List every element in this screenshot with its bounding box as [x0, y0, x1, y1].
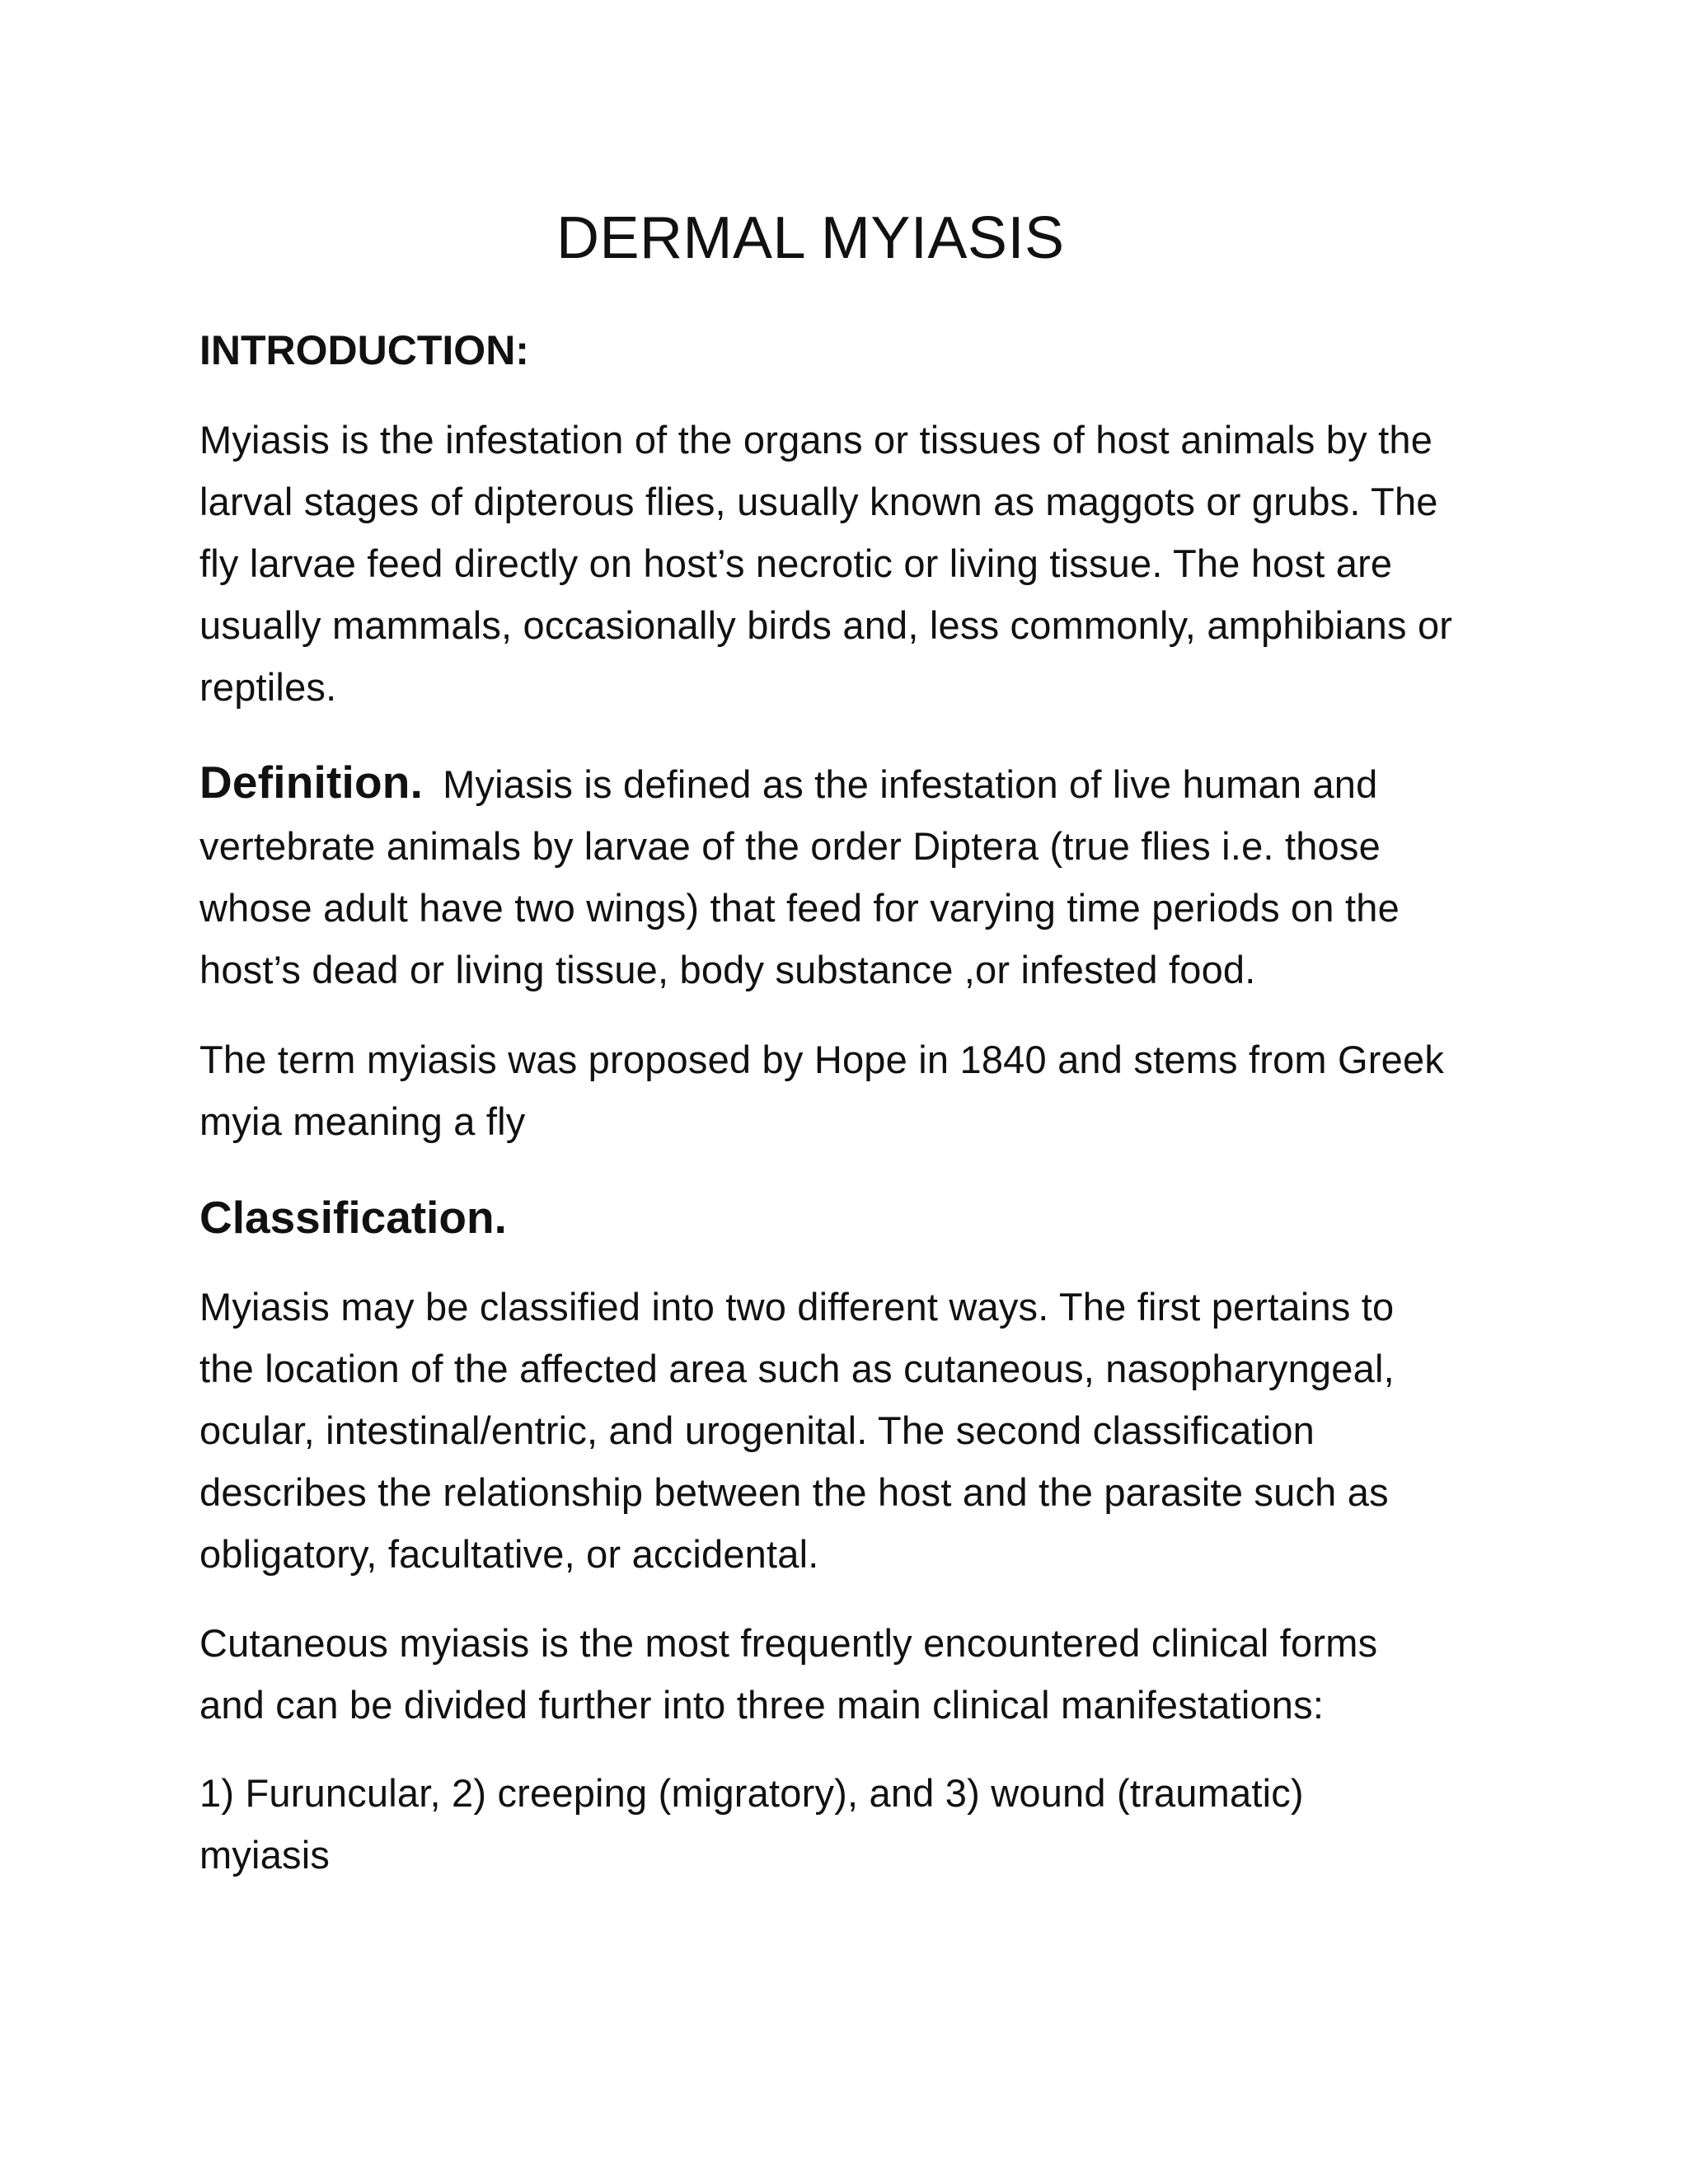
classification-p1-line-1: Myiasis may be classified into two different ways. The first pertains to — [199, 1285, 1395, 1329]
term-line-2: myia meaning a fly — [199, 1099, 526, 1143]
classification-p1-line-3: ocular, intestinal/entric, and urogenital. The second classification — [199, 1408, 1315, 1452]
definition-first-line — [199, 757, 1378, 808]
introduction-heading: INTRODUCTION: — [199, 327, 529, 373]
definition-line-3: whose adult have two wings) that feed for varying time periods on the — [199, 886, 1400, 930]
definition-line-2: vertebrate animals by larvae of the order Diptera (true flies i.e. those — [199, 824, 1381, 868]
intro-line-4: usually mammals, occasionally birds and, less commonly, amphibians or — [199, 603, 1453, 647]
definition-label: Definition. — [199, 757, 424, 808]
term-line-1: The term myiasis was proposed by Hope in 1840 and stems from Greek — [199, 1038, 1445, 1081]
classification-p1-line-2: the location of the affected area such as cutaneous, nasopharyngeal, — [199, 1347, 1395, 1390]
intro-line-1: Myiasis is the infestation of the organs or tissues of host animals by the — [199, 418, 1433, 462]
intro-line-2: larval stages of dipterous flies, usually known as maggots or grubs. The — [199, 480, 1438, 523]
definition-line-4: host’s dead or living tissue, body substance ,or infested food. — [199, 948, 1256, 991]
classification-p3-line-2: myiasis — [199, 1833, 331, 1877]
classification-p2-line-2: and can be divided further into three main clinical manifestations: — [199, 1683, 1325, 1727]
classification-p3-line-1: 1) Furuncular, 2) creeping (migratory), and 3) wound (traumatic) — [199, 1771, 1304, 1815]
document-title: DERMAL MYIASIS — [556, 205, 1065, 271]
classification-p2-line-1: Cutaneous myiasis is the most frequently encountered clinical forms — [199, 1621, 1378, 1665]
classification-p1-line-4: describes the relationship between the host and the parasite such as — [199, 1470, 1389, 1514]
definition-text-start: Myiasis is defined as the infestation of live human and — [443, 762, 1378, 806]
classification-p1-line-5: obligatory, facultative, or accidental. — [199, 1532, 819, 1576]
intro-line-3: fly larvae feed directly on host’s necrotic or living tissue. The host are — [199, 541, 1393, 585]
intro-line-5: reptiles. — [199, 665, 337, 709]
classification-heading: Classification. — [199, 1192, 507, 1243]
